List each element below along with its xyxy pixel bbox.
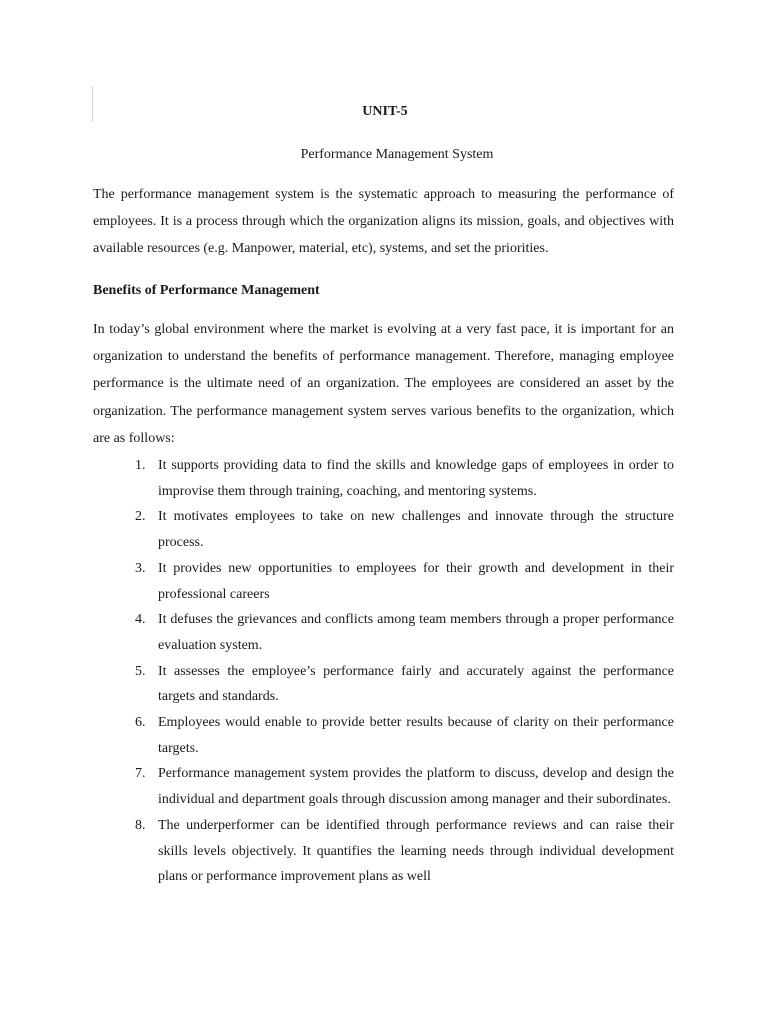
intro-paragraph: The performance management system is the systematic approach to measuring the performance of employees. It is a process through which the organization aligns its mission, goals, and objectives with available resources (e.g. Manpower, material, etc), systems, and set the priorities. xyxy=(93,187,674,256)
benefit-text: It motivates employees to take on new challenges and innovate through the structure process. xyxy=(158,509,674,551)
benefit-number: 1. xyxy=(135,458,146,473)
benefits-list xyxy=(0,453,768,890)
benefit-item xyxy=(0,710,674,761)
benefit-number: 6. xyxy=(135,715,146,731)
benefit-number: 7. xyxy=(135,766,146,782)
benefit-text: It supports providing data to find the skills and knowledge gaps of employees in order to improvise them through training, coaching, and mentoring systems. xyxy=(158,458,674,499)
unit-title: UNIT-5 xyxy=(362,104,408,119)
section-heading: Benefits of Performance Management xyxy=(93,283,320,298)
benefit-text: Employees would enable to provide better results because of clarity on their performance targets. xyxy=(158,715,674,756)
benefit-number: 4. xyxy=(135,612,146,628)
body-paragraph: In today’s global environment where the market is evolving at a very fast pace, it is important for an organization to understand the benefits of performance management. Therefore, managing employee performance is the ultimate need of an organization. The employees are considered an asset by the organization. The performance management system serves various benefits to the organization, which are as follows: xyxy=(93,322,674,446)
benefit-item xyxy=(0,659,674,710)
benefit-item xyxy=(0,761,674,812)
benefit-number: 3. xyxy=(135,560,146,576)
benefit-text: Performance management system provides the platform to discuss, develop and design the individual and department goals through discussion among manager and their subordinates. xyxy=(158,766,674,808)
benefit-item xyxy=(0,813,674,890)
benefit-item xyxy=(0,453,674,504)
benefit-text: It defuses the grievances and conflicts among team members through a proper performance evaluation system. xyxy=(158,612,674,653)
benefit-number: 5. xyxy=(135,663,146,679)
benefit-item xyxy=(0,556,674,607)
benefit-number: 8. xyxy=(135,817,146,833)
benefit-item xyxy=(0,504,674,555)
benefit-text: It provides new opportunities to employees for their growth and development in their professional careers xyxy=(158,560,674,602)
benefit-text: It assesses the employee’s performance fairly and accurately against the performance targets and standards. xyxy=(158,663,674,705)
benefit-item xyxy=(0,607,674,658)
document-subtitle: Performance Management System xyxy=(300,147,494,162)
benefit-text: The underperformer can be identified through performance reviews and can raise their skills levels objectively. It quantifies the learning needs through individual development plans or performance improvement plans as well xyxy=(158,817,674,885)
benefit-number: 2. xyxy=(135,509,146,525)
